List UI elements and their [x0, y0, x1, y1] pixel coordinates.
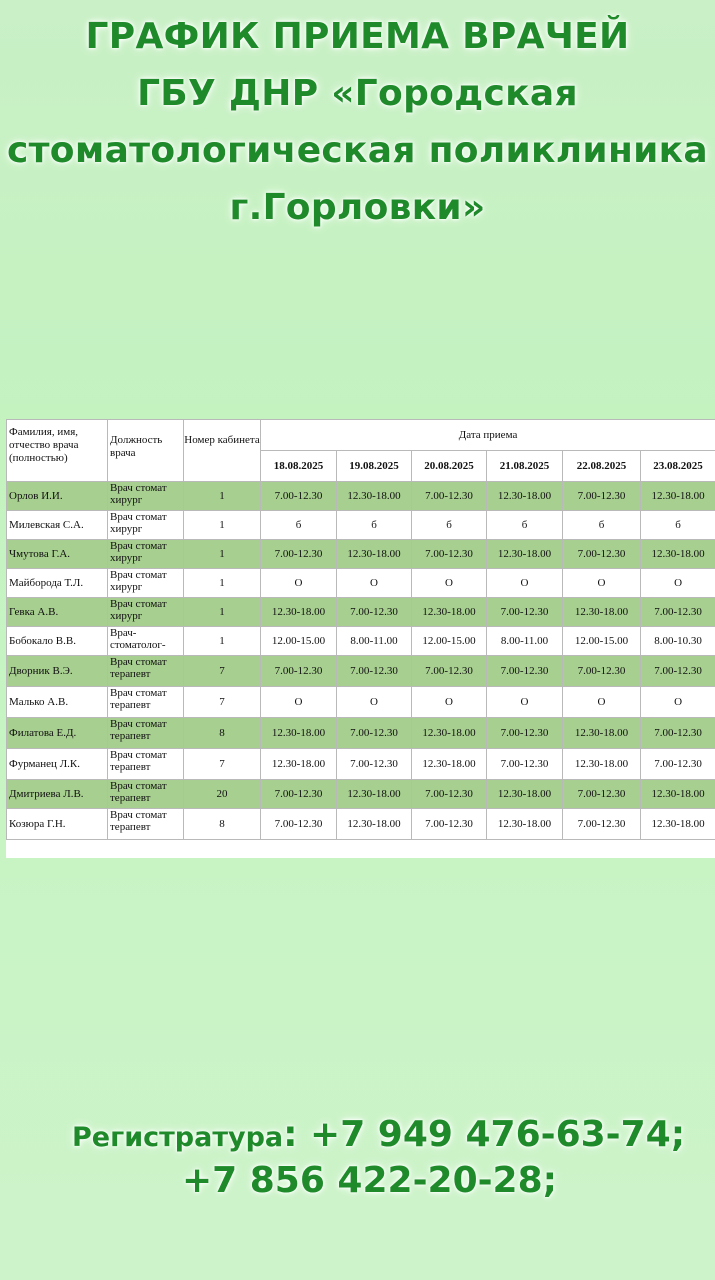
doctor-position-cell [108, 511, 184, 540]
time-cell: 7.00-12.30 [563, 780, 641, 809]
time-cell: 7.00-12.30 [487, 718, 563, 749]
time-cell: 12.30-18.00 [337, 540, 412, 569]
registry-phone-1: : +7 949 476-63-74; [283, 1114, 686, 1155]
table-row [7, 482, 715, 511]
time-cell: 7.00-12.30 [412, 780, 487, 809]
registry-label: Регистратура [72, 1122, 284, 1153]
table-row [7, 749, 715, 780]
header-date: 21.08.2025 [487, 451, 563, 482]
doctor-name-cell: Козюра Г.Н. [7, 809, 108, 840]
time-cell: 12.30-18.00 [487, 809, 563, 840]
room-cell: 7 [184, 687, 261, 718]
time-cell: О [261, 687, 337, 718]
registry-phone-2: +7 856 422-20-28; [182, 1160, 558, 1201]
time-cell: 12.30-18.00 [487, 540, 563, 569]
time-cell: 12.30-18.00 [563, 598, 641, 627]
header-date: 18.08.2025 [261, 451, 337, 482]
time-cell: 7.00-12.30 [412, 809, 487, 840]
doctor-name-cell: Малько А.В. [7, 687, 108, 718]
time-cell: О [563, 569, 641, 598]
time-cell: 8.00-10.30 [641, 627, 715, 656]
doctor-name-cell: Орлов И.И. [7, 482, 108, 511]
doctor-position-cell-text: Врач стомат терапевт [110, 718, 167, 742]
header-dates: Дата приема [261, 420, 715, 451]
time-cell: 7.00-12.30 [261, 780, 337, 809]
time-cell: 8.00-11.00 [487, 627, 563, 656]
time-cell: О [412, 569, 487, 598]
title-line-4: г.Горловки» [229, 187, 486, 228]
doctor-name-cell: Фурманец Л.К. [7, 749, 108, 780]
time-cell: 8.00-11.00 [337, 627, 412, 656]
time-cell: 7.00-12.30 [261, 656, 337, 687]
time-cell: б [563, 511, 641, 540]
table-row [7, 809, 715, 840]
time-cell: 7.00-12.30 [261, 540, 337, 569]
title-line-3: стоматологическая поликлиника [7, 130, 708, 171]
time-cell: 7.00-12.30 [641, 598, 715, 627]
doctor-position-cell [108, 569, 184, 598]
time-cell: б [641, 511, 715, 540]
time-cell: 7.00-12.30 [641, 656, 715, 687]
time-cell: 7.00-12.30 [337, 718, 412, 749]
time-cell: 7.00-12.30 [337, 749, 412, 780]
table-row [7, 540, 715, 569]
doctor-position-cell-text: Врач стомат терапевт [110, 780, 167, 804]
time-cell: 12.30-18.00 [261, 749, 337, 780]
doctor-position-cell-text: Врач стомат терапевт [110, 809, 167, 833]
title-line-2: ГБУ ДНР «Городская [137, 73, 578, 114]
time-cell: 12.30-18.00 [641, 780, 715, 809]
room-cell: 7 [184, 749, 261, 780]
table-row [7, 656, 715, 687]
time-cell: 12.30-18.00 [412, 718, 487, 749]
table-row [7, 598, 715, 627]
room-cell: 8 [184, 718, 261, 749]
time-cell: 7.00-12.30 [412, 540, 487, 569]
doctor-position-cell [108, 780, 184, 809]
time-cell: О [337, 569, 412, 598]
time-cell: 12.30-18.00 [261, 598, 337, 627]
time-cell: О [641, 687, 715, 718]
time-cell: 7.00-12.30 [563, 540, 641, 569]
time-cell: 12.30-18.00 [563, 718, 641, 749]
time-cell: 12.30-18.00 [641, 809, 715, 840]
schedule-table [6, 419, 715, 840]
time-cell: 12.30-18.00 [641, 540, 715, 569]
room-cell: 8 [184, 809, 261, 840]
doctor-position-cell-text: Врач стомат хирург [110, 482, 167, 506]
doctor-position-cell [108, 749, 184, 780]
doctor-position-cell [108, 482, 184, 511]
doctor-position-cell-text: Врач стомат терапевт [110, 687, 167, 711]
doctor-position-cell-text: Врач стомат хирург [110, 569, 167, 593]
time-cell: О [261, 569, 337, 598]
doctor-name-cell: Милевская С.А. [7, 511, 108, 540]
doctor-name-cell: Дворник В.Э. [7, 656, 108, 687]
room-cell: 1 [184, 598, 261, 627]
header-room: Номер кабинета [184, 420, 261, 482]
room-cell: 1 [184, 511, 261, 540]
header-position: Должность врача [108, 420, 184, 482]
table-row [7, 627, 715, 656]
time-cell: 7.00-12.30 [563, 482, 641, 511]
time-cell: 7.00-12.30 [563, 809, 641, 840]
time-cell: О [487, 687, 563, 718]
time-cell: 7.00-12.30 [641, 718, 715, 749]
doctor-name-cell: Чмутова Г.А. [7, 540, 108, 569]
time-cell: 7.00-12.30 [337, 656, 412, 687]
time-cell: О [563, 687, 641, 718]
time-cell: 7.00-12.30 [487, 598, 563, 627]
doctor-name-cell: Бобокало В.В. [7, 627, 108, 656]
doctor-position-cell [108, 656, 184, 687]
time-cell: 7.00-12.30 [412, 656, 487, 687]
time-cell: 7.00-12.30 [412, 482, 487, 511]
room-cell: 1 [184, 540, 261, 569]
time-cell: О [641, 569, 715, 598]
time-cell: 12.30-18.00 [641, 482, 715, 511]
time-cell: 12.30-18.00 [563, 749, 641, 780]
time-cell: 12.30-18.00 [337, 780, 412, 809]
time-cell: 7.00-12.30 [487, 749, 563, 780]
time-cell: 12.30-18.00 [487, 482, 563, 511]
doctor-position-cell-text: Врач-стоматолог- [110, 627, 166, 651]
header-name: Фамилия, имя, отчество врача (полностью) [7, 420, 108, 482]
time-cell: 12.00-15.00 [412, 627, 487, 656]
time-cell: 7.00-12.30 [641, 749, 715, 780]
time-cell: О [487, 569, 563, 598]
header-date: 19.08.2025 [337, 451, 412, 482]
time-cell: 12.30-18.00 [337, 809, 412, 840]
table-row [7, 569, 715, 598]
time-cell: б [412, 511, 487, 540]
doctor-name-cell: Майборода Т.Л. [7, 569, 108, 598]
time-cell: 12.30-18.00 [412, 598, 487, 627]
doctor-position-cell [108, 687, 184, 718]
room-cell: 20 [184, 780, 261, 809]
time-cell: 12.00-15.00 [563, 627, 641, 656]
room-cell: 1 [184, 569, 261, 598]
page-title [0, 8, 715, 236]
doctor-position-cell [108, 809, 184, 840]
time-cell: О [337, 687, 412, 718]
doctor-position-cell [108, 540, 184, 569]
time-cell: 7.00-12.30 [337, 598, 412, 627]
table-row [7, 511, 715, 540]
room-cell: 1 [184, 627, 261, 656]
time-cell: 7.00-12.30 [563, 656, 641, 687]
doctor-name-cell: Дмитриева Л.В. [7, 780, 108, 809]
time-cell: 12.30-18.00 [487, 780, 563, 809]
doctor-position-cell [108, 718, 184, 749]
header-date: 23.08.2025 [641, 451, 715, 482]
title-line-1: ГРАФИК ПРИЕМА ВРАЧЕЙ [85, 16, 630, 57]
header-date: 20.08.2025 [412, 451, 487, 482]
time-cell: 12.30-18.00 [337, 482, 412, 511]
time-cell: 12.00-15.00 [261, 627, 337, 656]
time-cell: б [337, 511, 412, 540]
doctor-name-cell: Филатова Е.Д. [7, 718, 108, 749]
time-cell: 7.00-12.30 [261, 482, 337, 511]
doctor-position-cell-text: Врач стомат хирург [110, 540, 167, 564]
time-cell: 12.30-18.00 [261, 718, 337, 749]
doctor-position-cell-text: Врач стомат хирург [110, 511, 167, 535]
time-cell: б [487, 511, 563, 540]
schedule-body [7, 482, 715, 840]
schedule-table-container [6, 419, 715, 858]
table-row [7, 687, 715, 718]
time-cell: 7.00-12.30 [261, 809, 337, 840]
time-cell: 7.00-12.30 [487, 656, 563, 687]
doctor-position-cell [108, 627, 184, 656]
doctor-position-cell-text: Врач стомат терапевт [110, 656, 167, 680]
room-cell: 1 [184, 482, 261, 511]
room-cell: 7 [184, 656, 261, 687]
time-cell: б [261, 511, 337, 540]
doctor-name-cell: Гевка А.В. [7, 598, 108, 627]
doctor-position-cell-text: Врач стомат терапевт [110, 749, 167, 773]
doctor-position-cell [108, 598, 184, 627]
table-row [7, 780, 715, 809]
time-cell: О [412, 687, 487, 718]
header-date: 22.08.2025 [563, 451, 641, 482]
time-cell: 12.30-18.00 [412, 749, 487, 780]
doctor-position-cell-text: Врач стомат хирург [110, 598, 167, 622]
table-row [7, 718, 715, 749]
